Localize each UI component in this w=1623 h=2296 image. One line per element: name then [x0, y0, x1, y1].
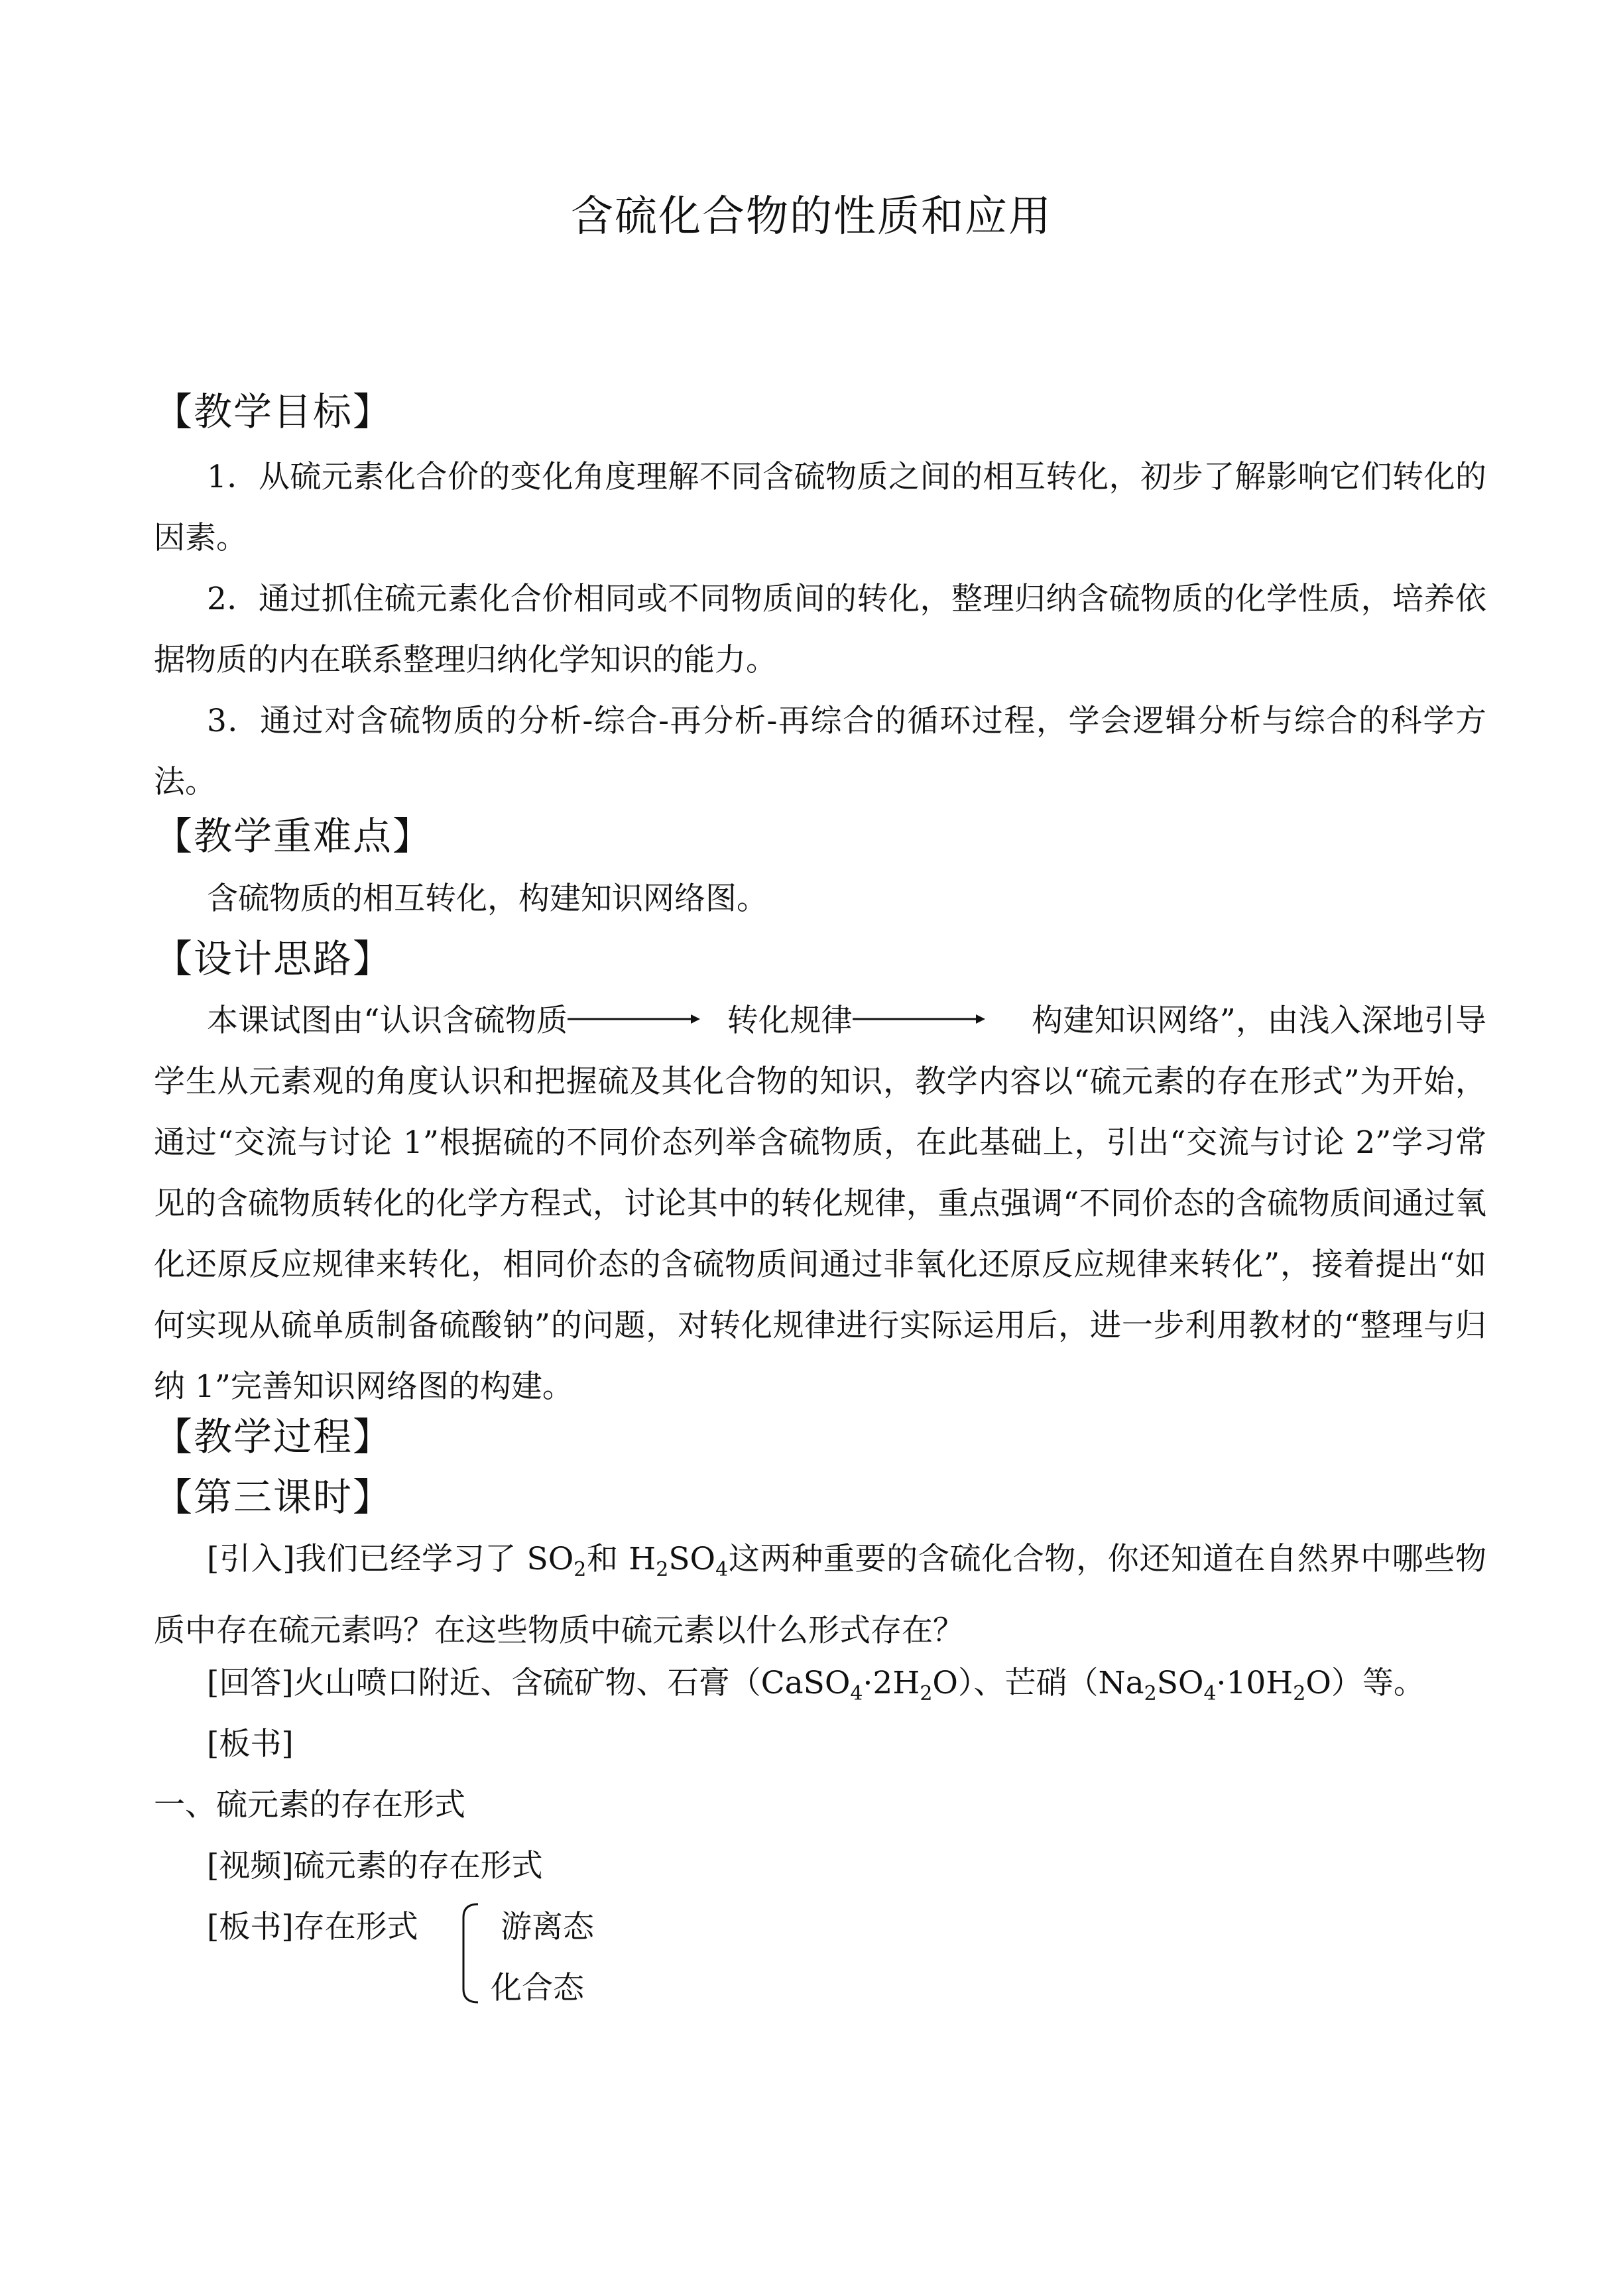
subscript: 2: [920, 1682, 933, 1705]
answer-text: ·10H: [1216, 1665, 1293, 1701]
answer-text: [回答]火山喷口附近、含硫矿物、石膏（CaSO: [207, 1665, 851, 1701]
subscript: 4: [715, 1558, 729, 1581]
key-points-heading: 【教学重难点】: [154, 814, 433, 859]
design-paragraph: [154, 991, 1486, 1418]
intro-text: [引入]我们已经学习了 SO: [207, 1541, 574, 1577]
subscript: 4: [850, 1682, 863, 1705]
process-heading: 【教学过程】: [154, 1414, 393, 1459]
lesson-heading: 【第三课时】: [154, 1475, 393, 1520]
design-text-1: 本课试图由“认识含硫物质: [207, 1002, 568, 1039]
answer-text: O）等。: [1305, 1665, 1425, 1701]
intro-text: 这两种重要的含硫化合物，你还知道在自然界中哪些物质中存在硫元素吗？在这些物质中硫元素以什么形式存在？: [154, 1541, 1487, 1649]
objectives-heading: 【教学目标】: [154, 389, 393, 434]
section-one-title: 一、硫元素的存在形式: [154, 1787, 465, 1823]
subscript: 4: [1203, 1682, 1217, 1705]
board-note-2: [板书]存在形式: [207, 1909, 418, 1945]
right-arrow-icon: [853, 1012, 985, 1026]
video-note: [视频]硫元素的存在形式: [207, 1848, 543, 1884]
design-text-3: 构建知识网络”，由浅入深地引导学生从元素观的角度认识和把握硫及其化合物的知识，教学内容以“硫元素的存在形式”为开始，通过“交流与讨论 1”根据硫的不同价态列举含硫物质，在此基础上，引出“交流与讨论 2”学习常见的含硫物质转化的化学方程式，讨论其中的转化规律，重点强调“不同价态的含硫物质间通过氧化还原反应规律来转化，相同价态的含硫物质间通过非氧化还原反应规律来转化”，接着提出“如何实现从硫单质制备硫酸钠”的问题，对转化规律进行实际运用后，进一步利用教材的“整理与归纳 1”完善知识网络图的构建。: [154, 1002, 1487, 1405]
subscript: 2: [656, 1558, 669, 1581]
answer-text: O）、芒硝（Na: [932, 1665, 1144, 1701]
objective-2: 2．通过抓住硫元素化合价相同或不同物质间的转化，整理归纳含硫物质的化学性质，培养依据物质的内在联系整理归纳化学知识的能力。: [154, 581, 1486, 678]
design-text-2: 转化规律: [727, 1002, 853, 1039]
key-points-text: 含硫物质的相互转化，构建知识网络图。: [207, 880, 768, 917]
subscript: 2: [1144, 1682, 1157, 1705]
intro-text: SO: [668, 1541, 716, 1577]
objective-3: 3．通过对含硫物质的分析-综合-再分析-再综合的循环过程，学会逻辑分析与综合的科学方法。: [154, 703, 1486, 800]
board-note-1: [板书]: [207, 1726, 294, 1762]
form-free-state: 游离态: [501, 1909, 594, 1945]
objective-1: 1．从硫元素化合价的变化角度理解不同含硫物质之间的相互转化，初步了解影响它们转化的因素。: [154, 459, 1486, 556]
subscript: 2: [573, 1558, 587, 1581]
left-brace-icon: [454, 1902, 481, 2008]
intro-text: 和 H: [586, 1541, 656, 1577]
page-title: 含硫化合物的性质和应用: [571, 192, 1052, 241]
subscript: 2: [1293, 1682, 1306, 1705]
answer-text: ·2H: [863, 1665, 920, 1701]
answer-line: [207, 1667, 1425, 1704]
intro-paragraph: [154, 1529, 1486, 1662]
design-heading: 【设计思路】: [154, 936, 393, 981]
form-combined-state: 化合态: [491, 1970, 584, 2006]
answer-text: SO: [1156, 1665, 1204, 1701]
right-arrow-icon: [568, 1012, 700, 1026]
